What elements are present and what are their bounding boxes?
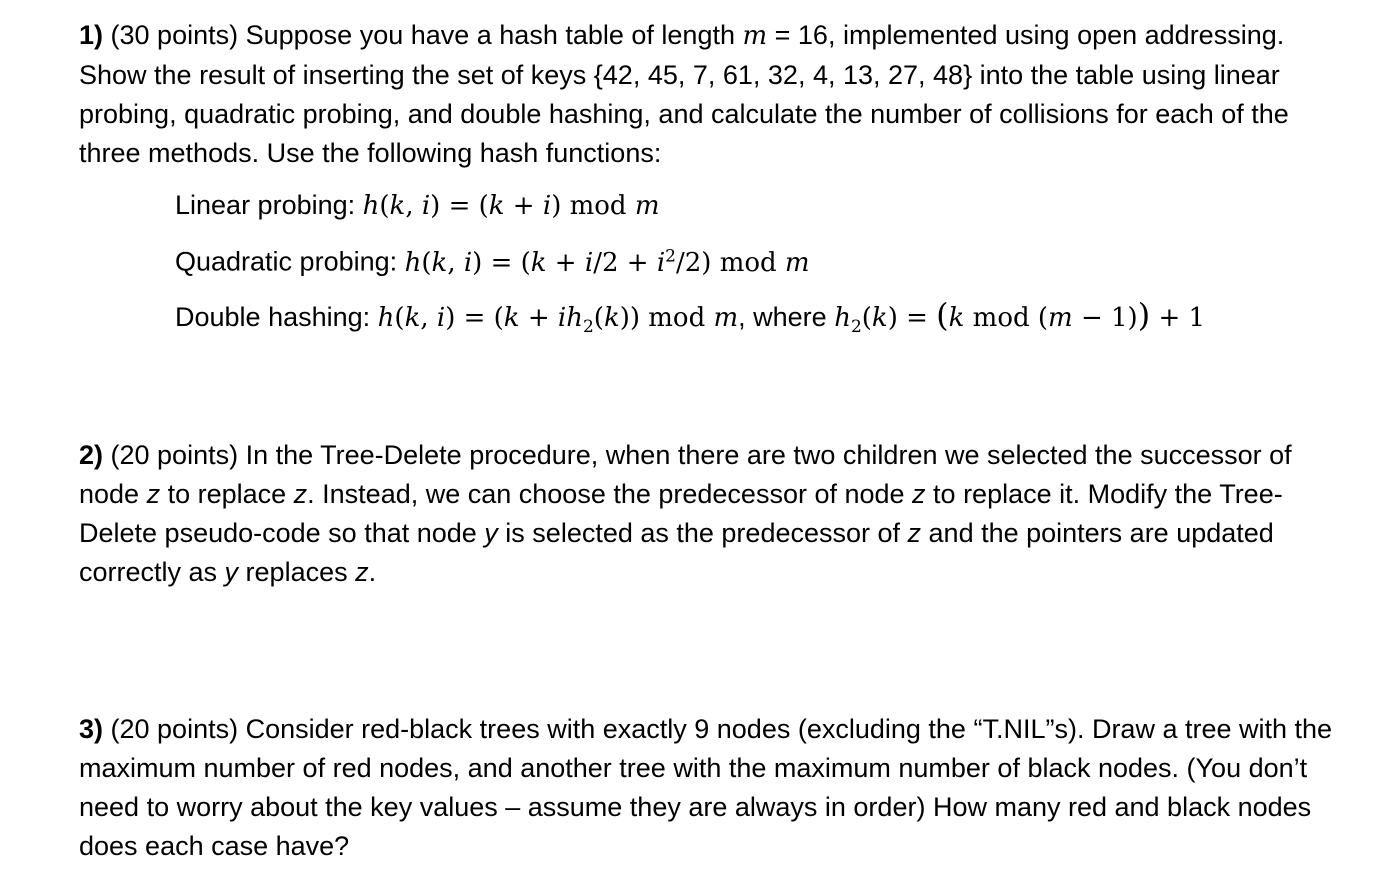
question-1	[79, 16, 1339, 173]
var-y: y	[224, 557, 239, 587]
var-z: z	[912, 479, 926, 509]
var-z: z	[293, 479, 308, 509]
question-3-text: (20 points) Consider red-black trees with exactly 9 nodes (excluding the “T.NIL”s). Draw a tree with the maximum number of red nodes, and another tree with the maximum number of black nodes. (You don’t need to worry about the key values – assume they are always in order) How many red and black nodes does each case have?	[79, 714, 1333, 861]
formula-quadratic-expression: h(k, $i) = (k + i/2 + i^2/2)$ mod m	[404, 246, 810, 278]
question-2-text-e: is selected as the predecessor of	[497, 518, 908, 548]
formula-h2-expression: $h_2(k) = (k$ mod (m − 1)) + 1	[834, 296, 1206, 338]
question-2-text-b: to replace	[160, 479, 294, 509]
var-m: m	[742, 21, 768, 51]
question-2	[79, 436, 1339, 592]
formula-linear-probing	[175, 190, 660, 221]
formula-double-expression: h(k, $i) = (k + ih_2(k))$ mod m	[377, 303, 739, 338]
question-2-text-g: replaces	[238, 557, 356, 587]
formula-double-label: Double hashing:	[175, 302, 378, 332]
question-1-text-part-b: = 16, implemented using open addressing. Show the result of inserting the set of keys {42, 45, 7, 61, 32, 4, 13, 27, 48} into the table using linear probing, quadratic probing, and double hashing, and calculate the number of collisions for each of the three methods. Use the following hash functions:	[79, 20, 1289, 168]
question-1-number: 1)	[79, 20, 104, 50]
formula-double-where: , where	[738, 302, 835, 332]
question-2-text-c: . Instead, we can choose the predecessor of node	[307, 479, 913, 509]
question-2-text-d: to replace it. Modify the Tree-Delete pseudo-code so that node	[79, 479, 1283, 548]
formula-quadratic-probing	[175, 246, 810, 278]
question-2-text-f: and the pointers are updated correctly as	[79, 518, 1274, 587]
formula-linear-expression: h(k, i) = (k + i) mod m	[362, 191, 660, 221]
var-z: z	[146, 479, 161, 509]
question-1-text-part-a: (30 points) Suppose you have a hash table of length	[110, 20, 743, 50]
question-2-number: 2)	[79, 440, 104, 470]
formula-linear-label: Linear probing:	[175, 190, 363, 220]
question-2-text-a: (20 points) In the Tree-Delete procedure, when there are two children we selected the successor of node	[79, 440, 1292, 509]
formula-double-hashing	[175, 296, 1206, 338]
formula-quadratic-label: Quadratic probing:	[175, 246, 405, 277]
question-3-number: 3)	[79, 714, 104, 744]
var-z: z	[355, 557, 369, 587]
var-z: z	[907, 518, 922, 548]
question-2-text-h: .	[368, 557, 377, 587]
question-3	[79, 710, 1339, 866]
var-y: y	[484, 518, 498, 548]
